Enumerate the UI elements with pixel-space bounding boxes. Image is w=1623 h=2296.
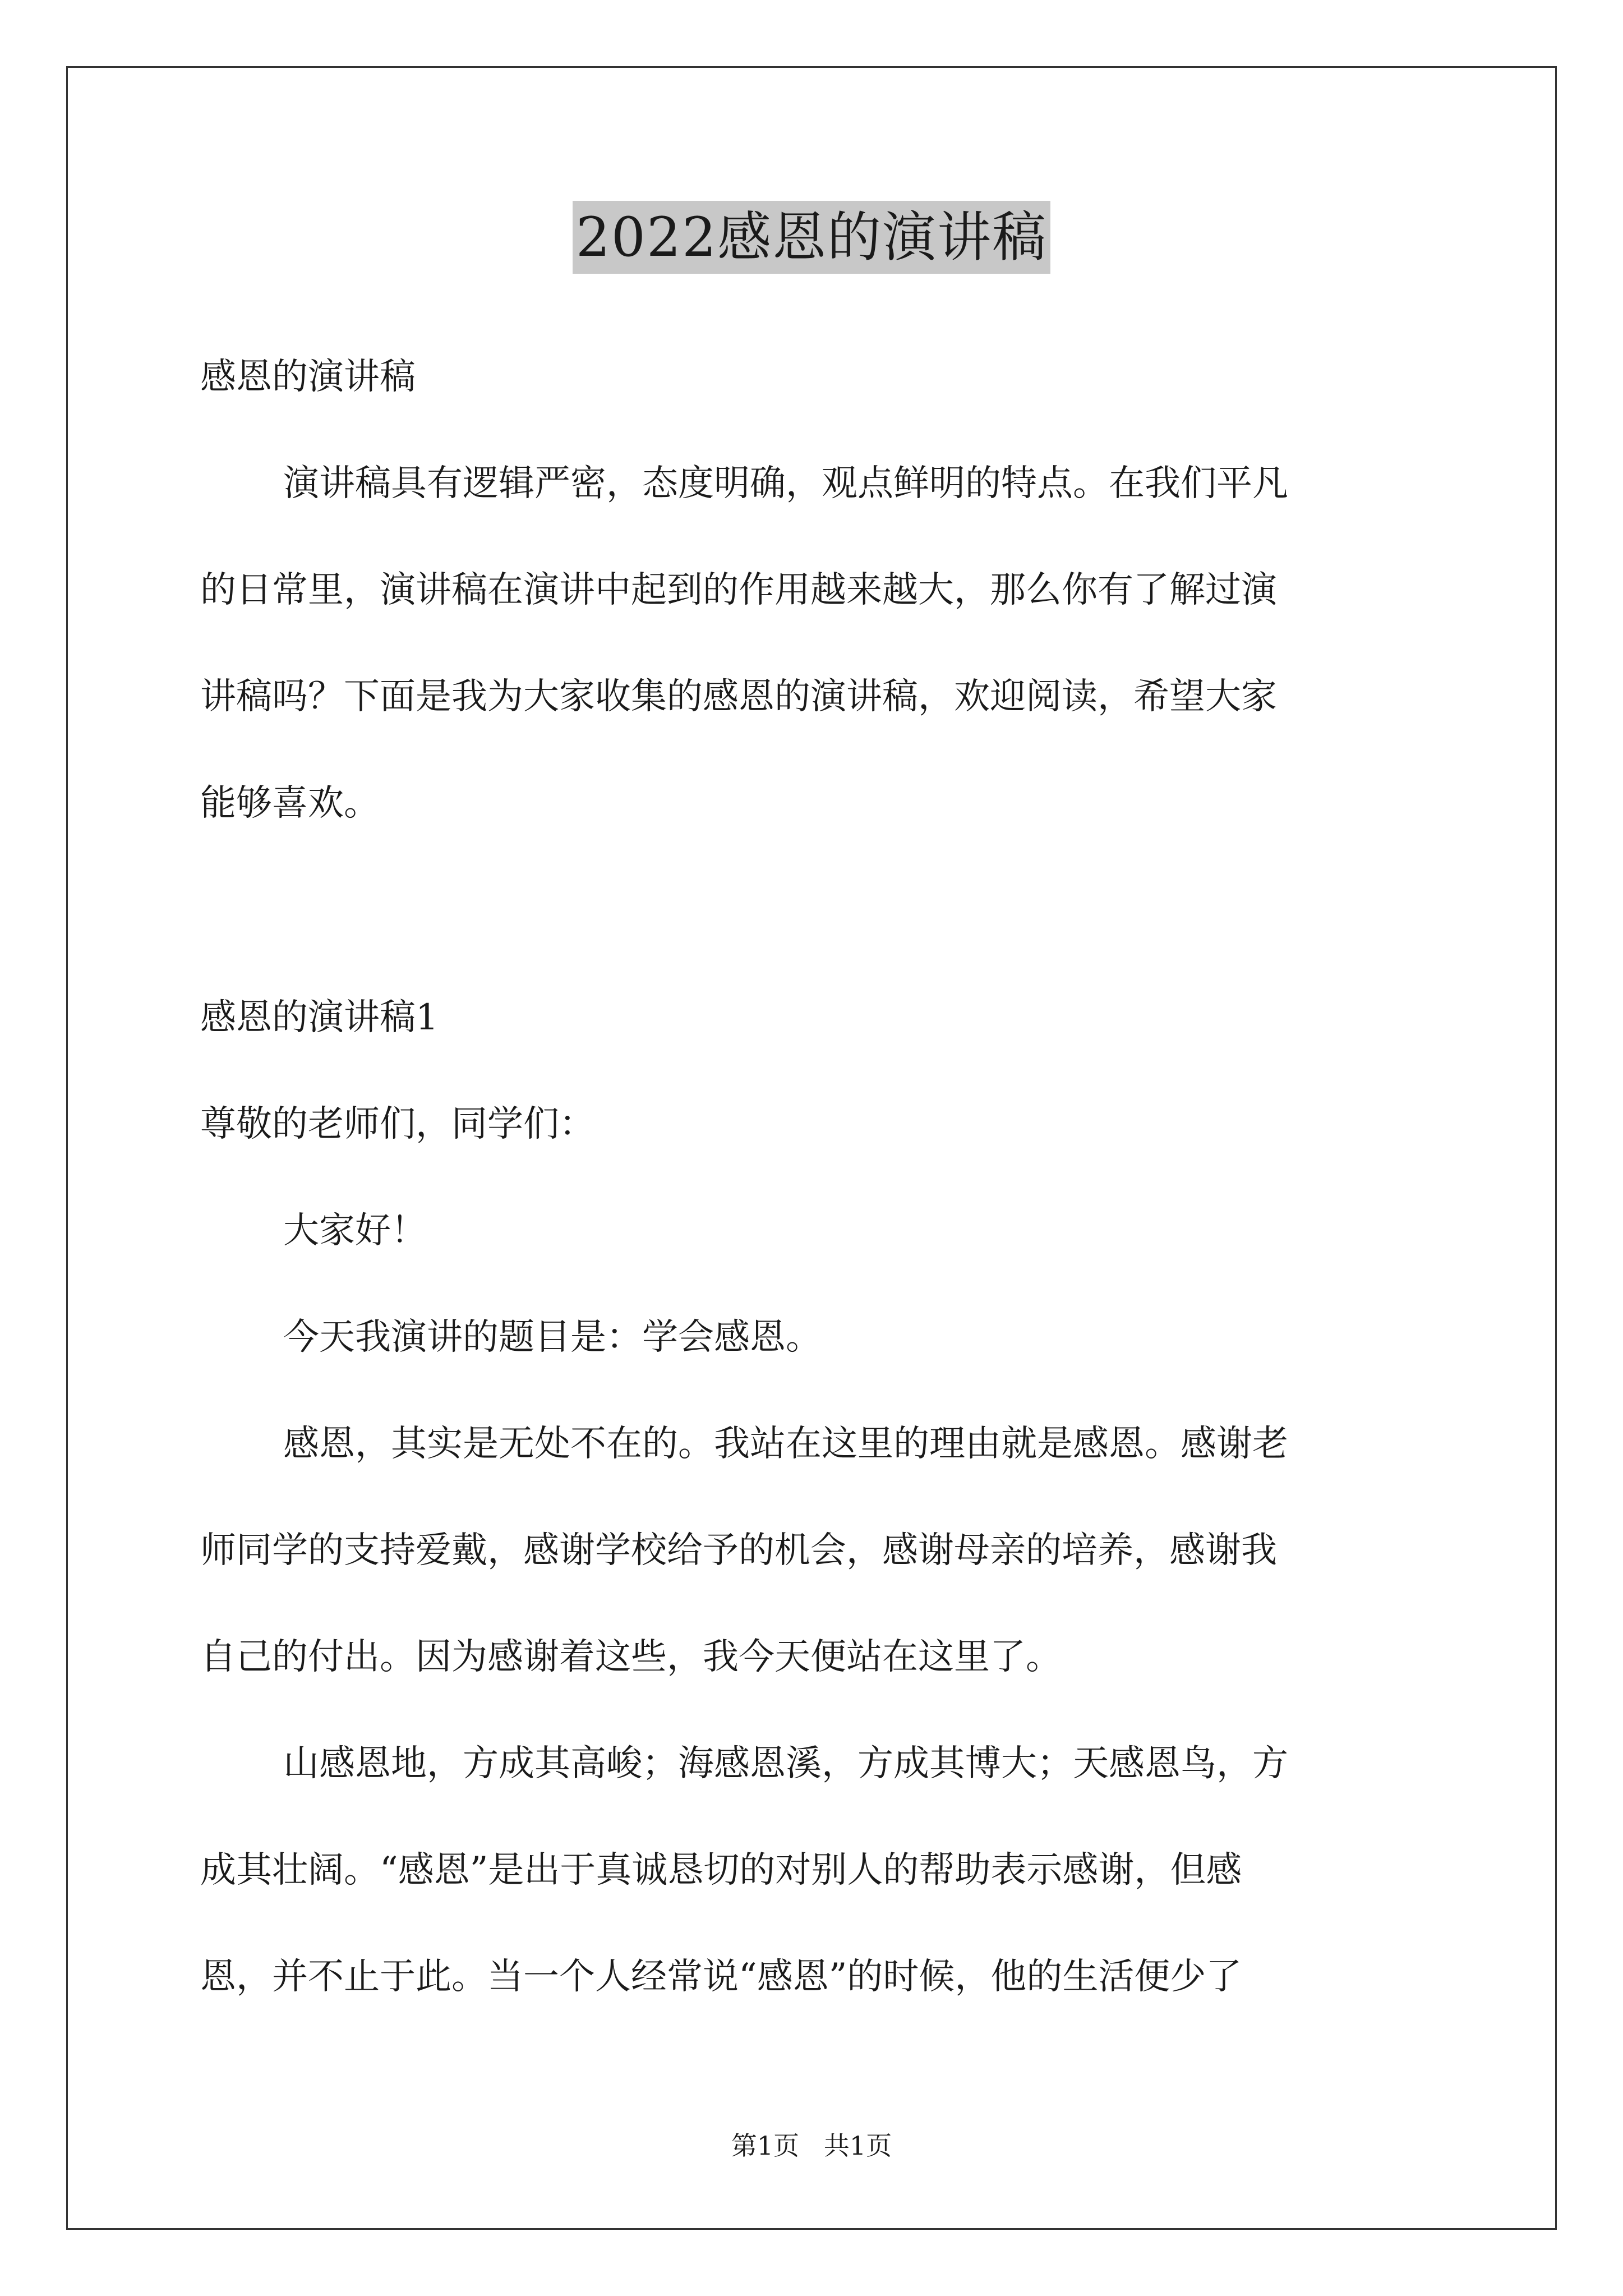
body-line: 山感恩地，方成其高峻；海感恩溪，方成其博大；天感恩鸟，方 (283, 1743, 1288, 1784)
intro-line: 的日常里，演讲稿在演讲中起到的作用越来越大，那么你有了解过演 (200, 569, 1277, 611)
intro-line: 演讲稿具有逻辑严密，态度明确，观点鲜明的特点。在我们平凡 (283, 463, 1288, 504)
body-line: 自己的付出。因为感谢着这些，我今天便站在这里了。 (200, 1636, 1062, 1678)
topic-line: 今天我演讲的题目是：学会感恩。 (283, 1317, 822, 1358)
body-line: 成其壮阔。“感恩”是出于真诚恳切的对别人的帮助表示感谢，但感 (200, 1849, 1242, 1891)
greeting-line: 大家好！ (283, 1210, 427, 1251)
body-line: 感恩，其实是无处不在的。我站在这里的理由就是感恩。感谢老 (283, 1423, 1288, 1465)
title-container (0, 201, 1623, 274)
document-subtitle: 感恩的演讲稿 (200, 356, 416, 398)
body-line: 师同学的支持爱戴，感谢学校给予的机会，感谢母亲的培养，感谢我 (200, 1530, 1277, 1571)
speech-body (200, 1097, 1434, 2056)
section-heading: 感恩的演讲稿1 (200, 997, 439, 1038)
intro-line: 能够喜欢。 (200, 783, 380, 824)
body-line: 恩，并不止于此。当一个人经常说“感恩”的时候，他的生活便少了 (200, 1956, 1242, 1998)
intro-line: 讲稿吗？下面是我为大家收集的感恩的演讲稿，欢迎阅读，希望大家 (200, 676, 1277, 717)
document-title: 2022感恩的演讲稿 (573, 201, 1050, 274)
intro-paragraph (200, 457, 1434, 883)
salutation-line: 尊敬的老师们，同学们： (200, 1103, 595, 1145)
page-number-footer: 第1页 共1页 (731, 2131, 892, 2161)
